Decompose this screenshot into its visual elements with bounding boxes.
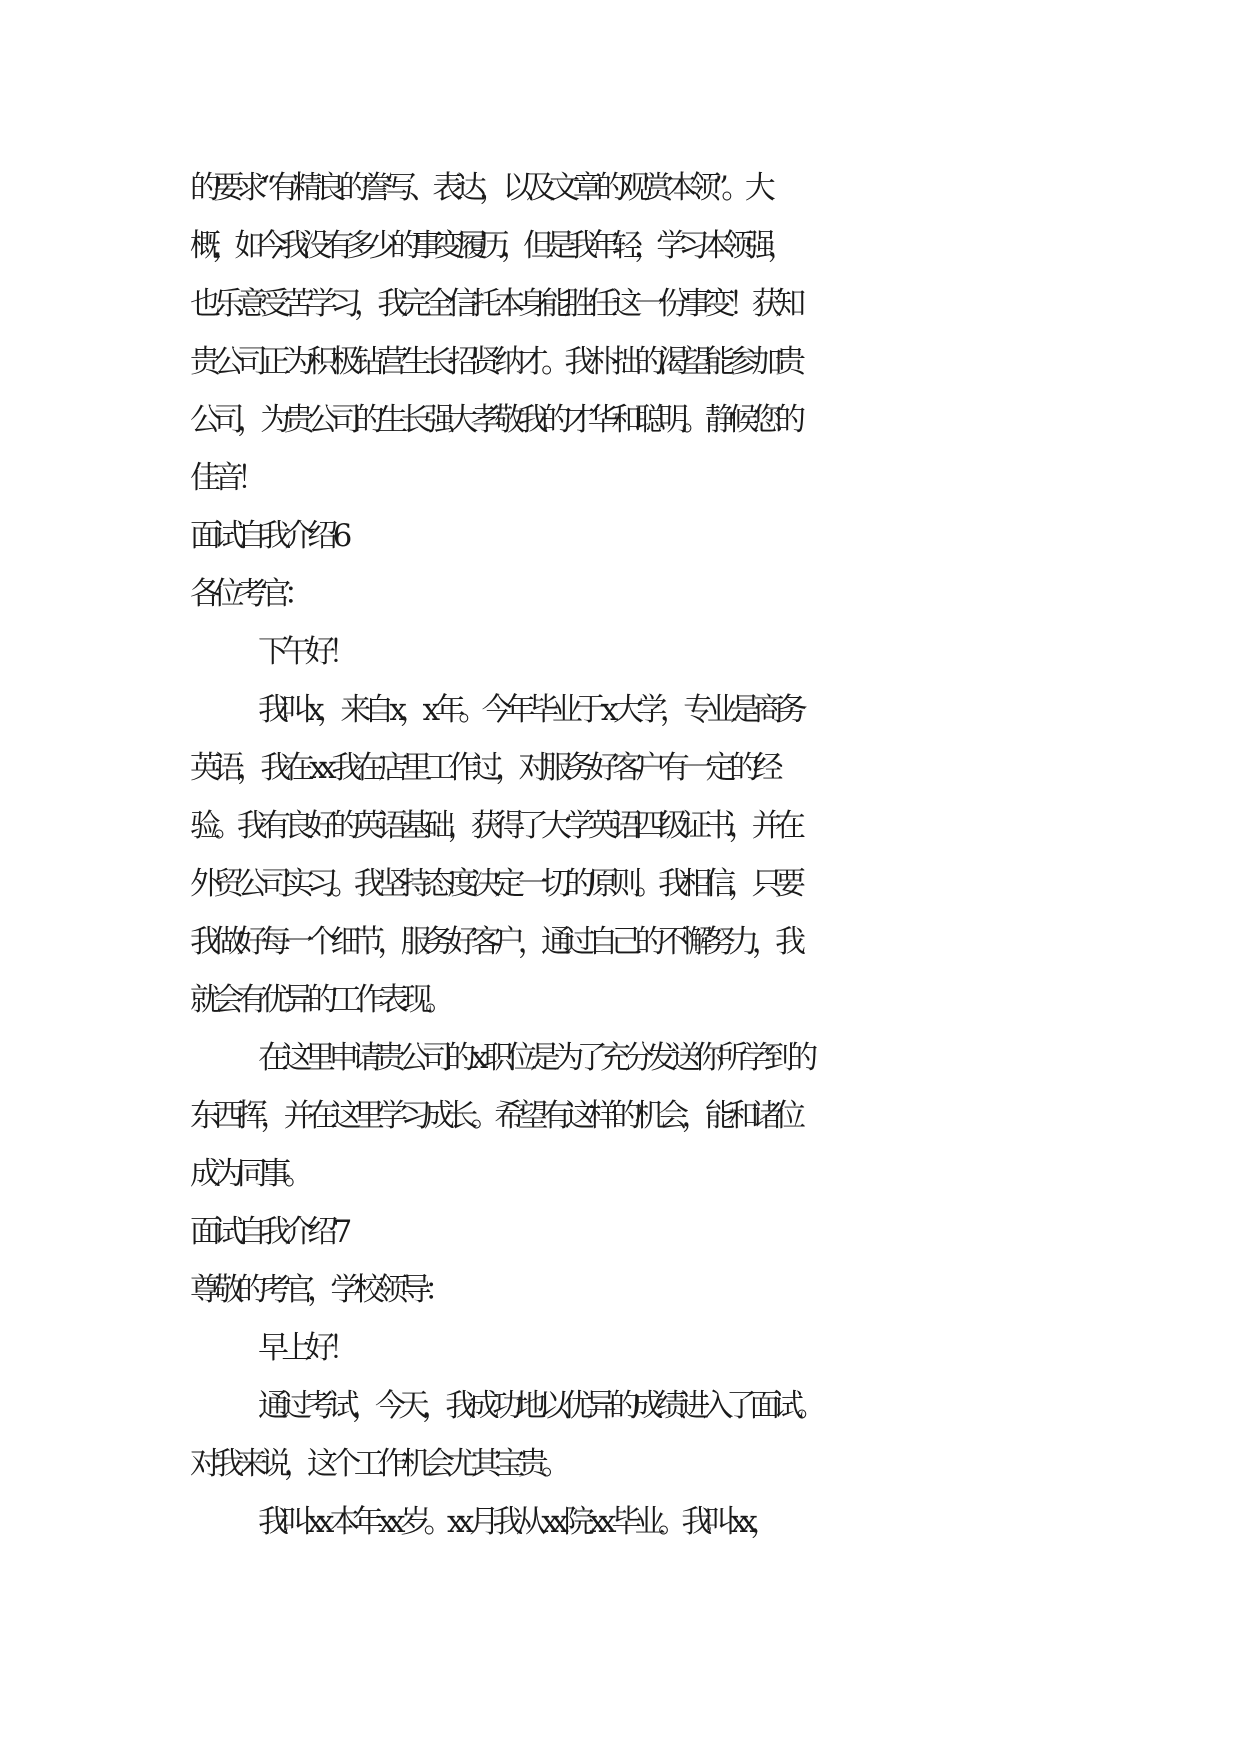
text-line: 外贸公司实习。我坚持态度决定一切的原则。我相信，只要 <box>190 866 799 902</box>
text-line: 贵公司正为积极钻营生长招贤纳才。我朴拙的渴望能参加贵 <box>190 344 799 380</box>
text-line: 的要求“有精良的誊写、表达，以及文章的观赏本领”。大 <box>190 170 769 206</box>
text-line: 公司，为贵公司的生长强大孝敬我的才华和聪明。静候您的 <box>190 402 799 438</box>
text-line: 佳音！ <box>190 460 261 496</box>
text-line: 验。我有良好的英语基础，获得了大学英语四级证书，并在 <box>190 808 799 844</box>
text-line: 对我来说，这个工作机会尤其宝贵。 <box>190 1446 565 1482</box>
text-line: 英语，我在 xx 我在店里工作过，对服务好客户有一定的经 <box>190 750 776 786</box>
text-line: 我叫 x，来自 x，x 年。今年毕业于 x 大学，专业是商务 <box>258 692 801 728</box>
text-line: 我叫 xx 本年 xx 岁。xx 月我从 xx 院 xx 毕业。我叫 xx， <box>258 1504 774 1540</box>
section-heading: 面试自我介绍 7 <box>190 1214 345 1250</box>
text-line: 成为同事。 <box>190 1156 307 1192</box>
text-line: 就会有优异的'工作表现。 <box>190 982 449 1018</box>
section-heading: 面试自我介绍 6 <box>190 518 345 554</box>
text-line: 也乐意受苦学习，我完全信托本身能胜任这一份事变！获知 <box>190 286 799 322</box>
text-line: 我做好每一个细节，服务好客户，通过自己的不懈努力，我 <box>190 924 799 960</box>
text-line: 东西挥，并在这里学习成长。希望有这样的机会，能和诸位 <box>190 1098 799 1134</box>
text-line: 通过考试，今天，我成功地以优异的成绩进入了面试。 <box>258 1388 820 1424</box>
salutation: 各位考官： <box>190 576 307 612</box>
salutation: 尊敬的考官，学校领导： <box>190 1272 448 1308</box>
greeting: 早上好！ <box>258 1330 352 1366</box>
text-line: 在这里申请贵公司的 x 职位是为了充分发送你所学到的 <box>258 1040 811 1076</box>
greeting: 下午好！ <box>258 634 352 670</box>
text-line: 概，如今我没有多少的事变履历，但是我年轻，学习本领强， <box>190 228 790 264</box>
